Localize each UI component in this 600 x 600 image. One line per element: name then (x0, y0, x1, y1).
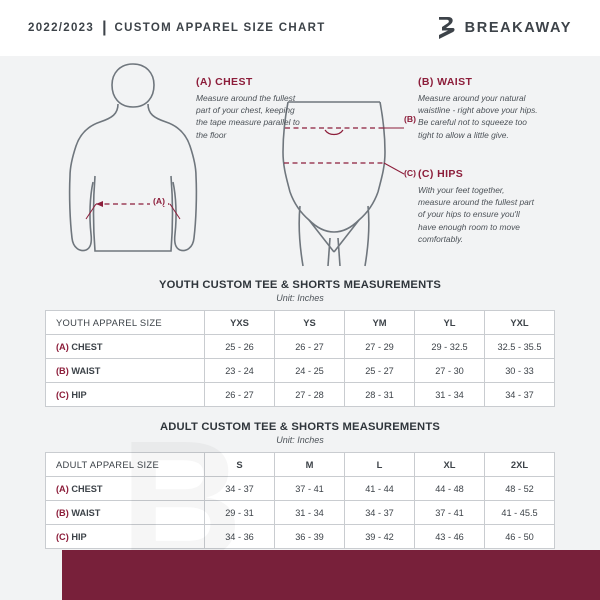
b-monogram-icon (435, 15, 457, 41)
youth-row-1-label (46, 359, 205, 383)
adult-size-col-4: 2XL (485, 453, 555, 477)
page-title: CUSTOM APPAREL SIZE CHART (114, 22, 326, 34)
table-header-row (46, 311, 555, 335)
adult-cell-2-4: 46 - 50 (485, 525, 555, 549)
adult-cell-0-2: 41 - 44 (345, 477, 415, 501)
note-hips (418, 168, 538, 245)
adult-row-2-name: HIP (71, 531, 87, 542)
adult-row-0-name: CHEST (71, 483, 103, 494)
waist-marker: (B) (404, 114, 416, 124)
adult-section (0, 421, 600, 549)
youth-cell-2-4: 34 - 37 (485, 383, 555, 407)
youth-cell-0-2: 27 - 29 (345, 335, 415, 359)
youth-size-table (45, 310, 555, 407)
adult-table-header-label: ADULT APPAREL SIZE (46, 453, 205, 477)
note-hips-body: With your feet together, measure around the fullest part of your hips to ensure you'll have enough room to move comfortably. (418, 185, 534, 244)
youth-section-title: YOUTH CUSTOM TEE & SHORTS MEASUREMENTS (158, 279, 442, 291)
table-row (46, 383, 555, 407)
youth-cell-1-4: 30 - 33 (485, 359, 555, 383)
adult-cell-2-2: 39 - 42 (345, 525, 415, 549)
youth-row-0-tag: (A) (56, 341, 69, 352)
youth-cell-2-2: 28 - 31 (345, 383, 415, 407)
youth-section-subtitle: Unit: Inches (276, 293, 324, 303)
youth-size-col-0: YXS (205, 311, 275, 335)
table-row (46, 335, 555, 359)
adult-row-1-name: WAIST (71, 507, 101, 518)
youth-size-col-3: YL (415, 311, 485, 335)
brand-name: BREAKAWAY (464, 20, 572, 36)
youth-cell-2-1: 27 - 28 (275, 383, 345, 407)
adult-row-2-tag: (C) (56, 531, 69, 542)
youth-cell-0-4: 32.5 - 35.5 (485, 335, 555, 359)
footer-bar (0, 550, 600, 600)
youth-cell-0-0: 25 - 26 (205, 335, 275, 359)
youth-cell-0-3: 29 - 32.5 (415, 335, 485, 359)
adult-section-title: ADULT CUSTOM TEE & SHORTS MEASUREMENTS (159, 421, 441, 433)
adult-size-col-2: L (345, 453, 415, 477)
adult-cell-1-2: 34 - 37 (345, 501, 415, 525)
adult-cell-0-3: 44 - 48 (415, 477, 485, 501)
note-waist (418, 76, 538, 141)
torso-front-illustration (70, 64, 197, 251)
note-chest-title: (A) CHEST (196, 76, 253, 88)
hips-leader (384, 163, 404, 174)
adult-cell-1-4: 41 - 45.5 (485, 501, 555, 525)
note-waist-body: Measure around your natural waistline - right above your hips. Be careful not to squeeze too tight to allow a little give. (418, 93, 538, 140)
youth-section (0, 279, 600, 407)
header-separator: | (102, 19, 107, 36)
adult-row-1-tag: (B) (56, 507, 69, 518)
adult-cell-2-0: 34 - 36 (205, 525, 275, 549)
youth-cell-1-0: 23 - 24 (205, 359, 275, 383)
footer-notch (0, 550, 62, 600)
adult-cell-1-0: 29 - 31 (205, 501, 275, 525)
waist-curve (325, 130, 343, 135)
note-chest (196, 76, 308, 141)
note-waist-title: (B) WAIST (418, 76, 473, 88)
note-chest-body: Measure around the fullest part of your chest, keeping the tape measure parallel to the floor (196, 93, 300, 140)
adult-cell-0-0: 34 - 37 (205, 477, 275, 501)
youth-row-2-label (46, 383, 205, 407)
youth-row-0-name: CHEST (71, 341, 103, 352)
page-header (0, 0, 600, 56)
adult-cell-1-3: 37 - 41 (415, 501, 485, 525)
adult-size-col-0: S (205, 453, 275, 477)
youth-cell-1-2: 25 - 27 (345, 359, 415, 383)
adult-cell-0-1: 37 - 41 (275, 477, 345, 501)
youth-row-2-name: HIP (71, 389, 87, 400)
youth-size-col-1: YS (275, 311, 345, 335)
youth-cell-0-1: 26 - 27 (275, 335, 345, 359)
youth-cell-1-3: 27 - 30 (415, 359, 485, 383)
note-hips-title: (C) HIPS (418, 168, 464, 180)
youth-cell-2-3: 31 - 34 (415, 383, 485, 407)
adult-section-subtitle: Unit: Inches (276, 435, 324, 445)
adult-cell-1-1: 31 - 34 (275, 501, 345, 525)
adult-size-col-1: M (275, 453, 345, 477)
youth-cell-1-1: 24 - 25 (275, 359, 345, 383)
youth-row-1-name: WAIST (71, 365, 101, 376)
youth-row-1-tag: (B) (56, 365, 69, 376)
header-year: 2022/2023 (28, 22, 95, 34)
youth-table-header-label: YOUTH APPAREL SIZE (46, 311, 205, 335)
adult-row-0-tag: (A) (56, 483, 69, 494)
table-row (46, 359, 555, 383)
adult-cell-2-1: 36 - 39 (275, 525, 345, 549)
adult-cell-0-4: 48 - 52 (485, 477, 555, 501)
content-panel (0, 56, 600, 550)
youth-size-col-2: YM (345, 311, 415, 335)
youth-row-2-tag: (C) (56, 389, 69, 400)
adult-cell-2-3: 43 - 46 (415, 525, 485, 549)
adult-size-col-3: XL (415, 453, 485, 477)
hips-marker: (C) (404, 168, 416, 178)
youth-row-0-label (46, 335, 205, 359)
chest-marker: (A) (150, 196, 168, 206)
watermark (120, 416, 243, 550)
brand-logo (435, 15, 572, 41)
youth-cell-2-0: 26 - 27 (205, 383, 275, 407)
chest-leaders (86, 204, 180, 219)
youth-size-col-4: YXL (485, 311, 555, 335)
measurement-diagram (0, 56, 600, 271)
